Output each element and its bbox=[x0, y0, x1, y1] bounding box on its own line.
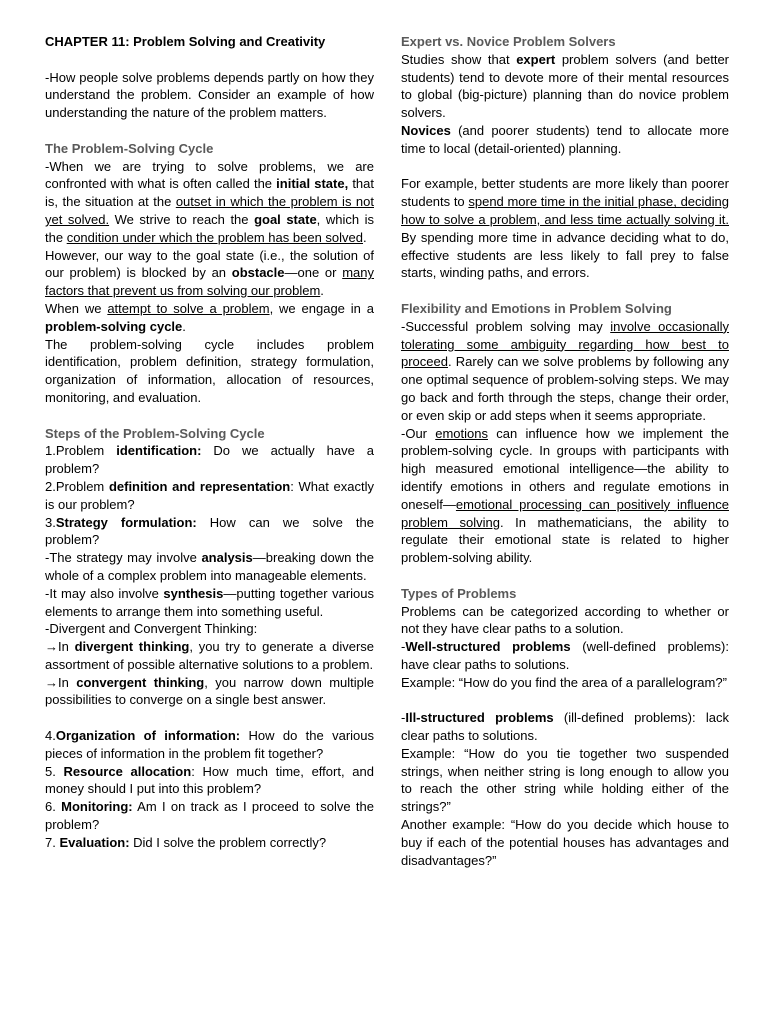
section-heading-flexibility: Flexibility and Emotions in Problem Solving bbox=[401, 300, 672, 316]
step-definition: 2.Problem definition and representation: What exactly is our problem? bbox=[45, 478, 374, 512]
ill-structured-example-2: Another example: “How do you decide which house to buy if each of the potential houses has advantages and disadvantages?” bbox=[401, 817, 729, 868]
emotions-paragraph: -Our emotions can influence how we implement the problem-solving cycle. In groups with participants with high measured emotional intelligence—the ability to identify emotions in others and regulate emotions in oneself—emotional processing can positively influence problem solving. In mathematicians, the ability to regulate their emotional state is related to higher problem-solving ability. bbox=[401, 425, 730, 566]
cycle-paragraph-initial-state: -When we are trying to solve problems, we are confronted with what is often called the initial state, that is, the situation at the outset in which the problem is not yet solved. We strive to reach the goal state, which is the condition under which the problem has been solved. bbox=[45, 158, 375, 245]
example-paragraph: For example, better students are more likely than poorer students to spend more time in the initial phase, deciding how to solve a problem, and less time actually solving it. By spending more time in advance deciding what to do, effective students are less likely to fall prey to false starts, winding paths, and errors. bbox=[401, 176, 729, 281]
expert-paragraph: Studies show that expert problem solvers (and better students) tend to devote more of their mental resources to global (big-picture) planning than do novice problem solvers. bbox=[401, 51, 729, 121]
step-monitoring: 6. Monitoring: Am I on track as I proceed to solve the problem? bbox=[45, 799, 374, 833]
types-intro: Problems can be categorized according to whether or not they have clear paths to a solution. bbox=[401, 603, 729, 637]
novice-paragraph: Novices (and poorer students) tend to allocate more time to local (detail-oriented) planning. bbox=[401, 122, 729, 156]
section-heading-expert: Expert vs. Novice Problem Solvers bbox=[401, 34, 616, 49]
flexibility-paragraph: -Successful problem solving may involve occasionally tolerating some ambiguity regarding how best to proceed. Rarely can we solve problems by following any one optimal sequence of problem-solving steps. We may go back and forth through the steps, change their order, or even skip or add steps when it seems appropriate. bbox=[401, 318, 729, 423]
cycle-paragraph-obstacle: However, our way to the goal state (i.e., the solution of our problem) is blocked by an obstacle—one or many factors that prevent us from solving our problem. bbox=[45, 247, 374, 299]
convergent-thinking: →In convergent thinking, you narrow down multiple possibilities to converge on a single best answer. bbox=[45, 674, 374, 708]
ill-structured-definition: -Ill-structured problems (ill-defined problems): lack clear paths to solutions. bbox=[401, 710, 729, 744]
step-evaluation: 7. Evaluation: Did I solve the problem correctly? bbox=[45, 834, 327, 850]
cycle-paragraph-engage: When we attempt to solve a problem, we engage in a problem-solving cycle. bbox=[45, 300, 374, 334]
divergent-convergent-label: -Divergent and Convergent Thinking: bbox=[45, 621, 258, 637]
right-column bbox=[401, 33, 729, 869]
section-heading-types: Types of Problems bbox=[401, 585, 517, 601]
section-heading-steps: Steps of the Problem-Solving Cycle bbox=[45, 425, 265, 441]
step-strategy: 3.Strategy formulation: How can we solve the problem? bbox=[45, 514, 374, 548]
divergent-thinking: →In divergent thinking, you try to generate a diverse assortment of possible alternative solutions to a problem. bbox=[45, 639, 374, 672]
well-structured-definition: -Well-structured problems (well-defined problems): have clear paths to solutions. bbox=[401, 639, 729, 672]
chapter-title: CHAPTER 11: Problem Solving and Creativity bbox=[45, 34, 326, 49]
step-organization: 4.Organization of information: How do the various pieces of information in the problem fit together? bbox=[45, 728, 374, 761]
section-heading-cycle: The Problem-Solving Cycle bbox=[45, 140, 214, 156]
strategy-synthesis: -It may also involve synthesis—putting together various elements to arrange them into something useful. bbox=[45, 585, 374, 619]
strategy-analysis: -The strategy may involve analysis—breaking down the whole of a complex problem into manageable elements. bbox=[45, 550, 374, 583]
step-resource-allocation: 5. Resource allocation: How much time, effort, and money should I put into this problem? bbox=[45, 763, 374, 797]
left-column bbox=[45, 33, 374, 852]
cycle-paragraph-includes: The problem-solving cycle includes problem identification, problem definition, strategy formulation, organization of information, allocation of resources, monitoring, and evaluation. bbox=[45, 336, 374, 405]
well-structured-example: Example: “How do you find the area of a parallelogram?” bbox=[401, 674, 727, 690]
ill-structured-example: Example: “How do you tie together two suspended strings, when neither string is long enough to allow you to reach the other string while holding either of the strings?” bbox=[401, 745, 729, 815]
intro-paragraph: -How people solve problems depends partly on how they understand the problem. Consider an example of how understanding the nature of the problem matters. bbox=[45, 69, 374, 121]
step-identification: 1.Problem identification: Do we actually have a problem? bbox=[45, 443, 374, 477]
